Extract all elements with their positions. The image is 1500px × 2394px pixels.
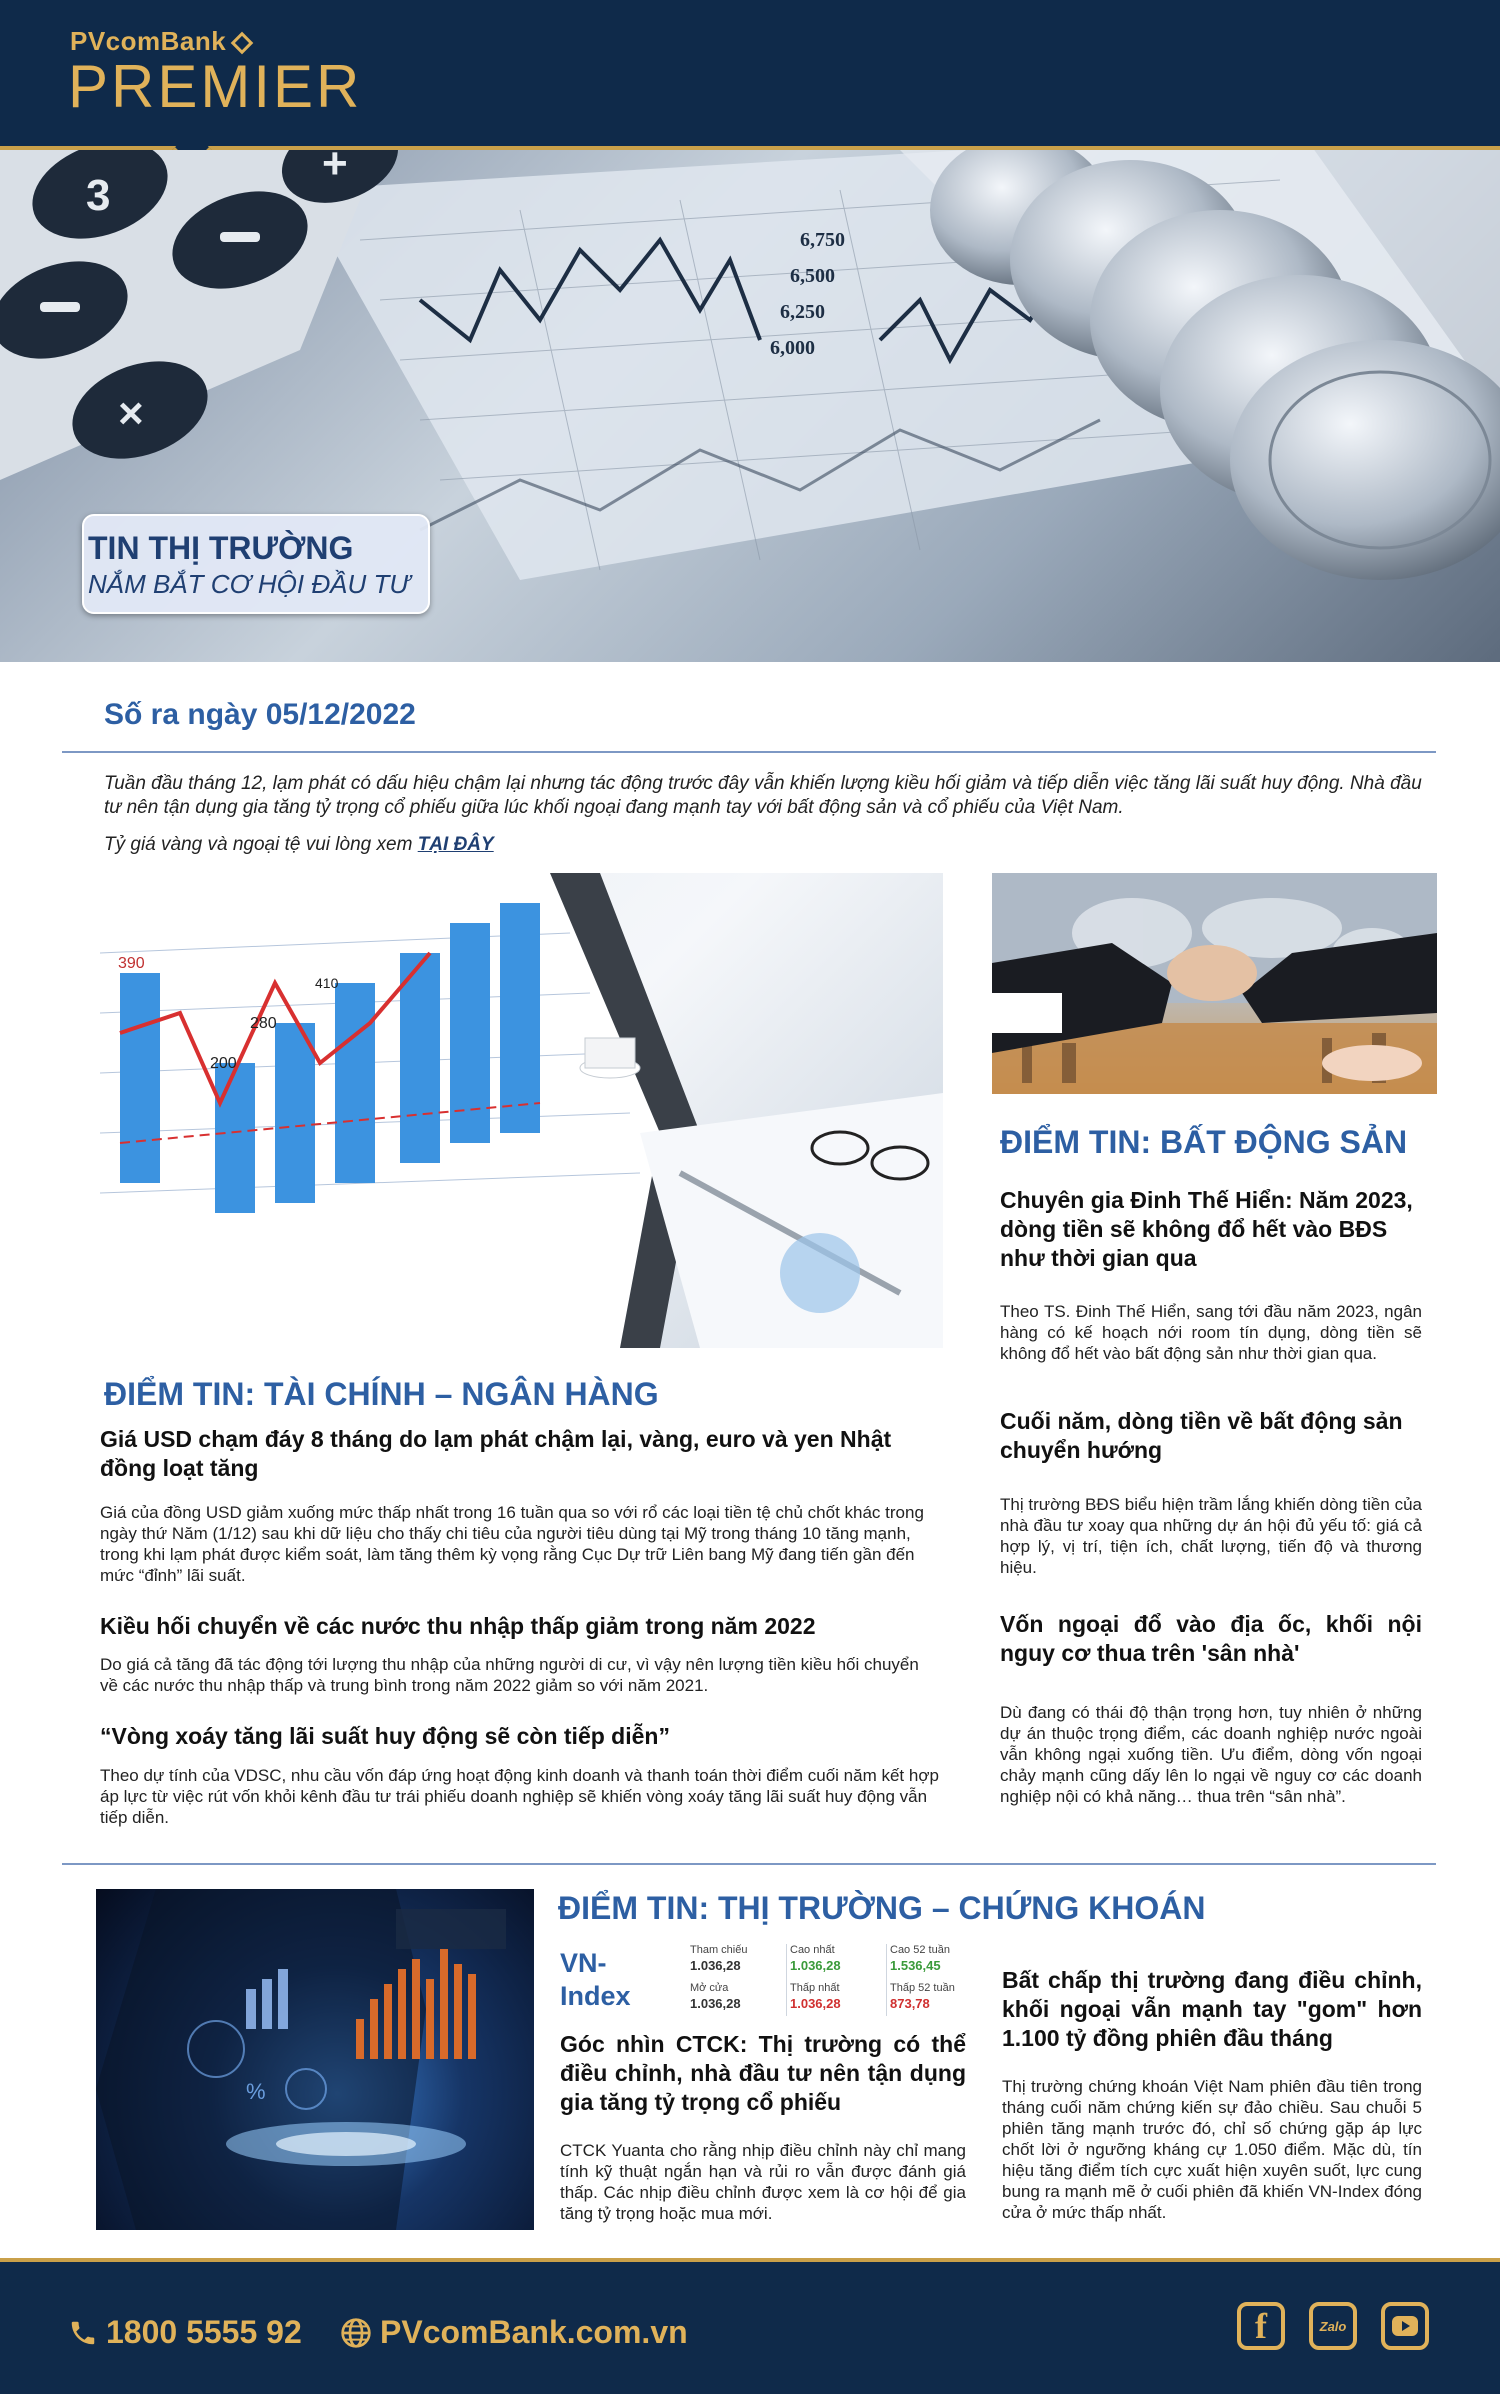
rates-prefix: Tỷ giá vàng và ngoại tệ vui lòng xem (104, 834, 418, 855)
vnindex-cell-label: Cao 52 tuần (890, 1944, 950, 1956)
rates-link[interactable]: TẠI ĐÂY (417, 834, 494, 855)
vnindex-table (690, 1944, 970, 2016)
finance-headline-2[interactable]: Kiều hối chuyển về các nước thu nhập thấp giảm trong năm 2022 (100, 1613, 816, 1639)
vnindex-cell-value: 1.036,28 (690, 1996, 741, 2011)
vnindex-cell-label: Thấp nhất (790, 1982, 840, 1994)
vnindex-divider (786, 1944, 787, 2016)
svg-text:×: × (118, 389, 144, 438)
vnindex-cell-label: Tham chiếu (690, 1944, 748, 1956)
brand-logo-premier[interactable]: PREMIER (68, 53, 363, 120)
stocks-body-2: Thị trường chứng khoán Việt Nam phiên đầu tiên trong tháng cuối năm chứng kiến sự đảo chiều. Sau chuỗi 5 phiên tăng mạnh trước đó, chỉ số chứng gặp áp lực chốt lời ở ngưỡng kháng cự 1.050 điểm. Mặc dù, tín hiệu tăng điểm tích cực xuất hiện xuyên suốt, lực cung bung ra mạnh mẽ ở cuối phiên đã khiến VN-Index đóng cửa ở mức thấp nhất. (1002, 2077, 1422, 2222)
stocks-image (96, 1889, 534, 2230)
brand-small-text: PVcomBank (70, 26, 227, 56)
intro-paragraph: Tuần đầu tháng 12, lạm phát có dấu hiệu chậm lại nhưng tác động trước đây vẫn khiến lượng kiều hối giảm và tiếp diễn việc tăng lãi suất huy động. Nhà đầu tư nên tận dụng gia tăng tỷ trọng cổ phiếu giữa lúc khối ngoại đang mạnh tay với bất động sản và cổ phiếu của Việt Nam. (104, 773, 1422, 818)
vnindex-cell-value: 1.036,28 (790, 1958, 841, 1973)
vnindex-label-line2: Index (560, 1981, 631, 2011)
finance-chart-label-3: 200 (210, 1055, 237, 1072)
vnindex-cell-label: Cao nhất (790, 1944, 835, 1956)
hero-tick-2: 6,500 (790, 265, 835, 287)
issue-date: Số ra ngày 05/12/2022 (104, 698, 416, 731)
footer-phone[interactable] (68, 2314, 302, 2351)
youtube-icon[interactable] (1381, 2302, 1429, 2350)
finance-body-3: Theo dự tính của VDSC, nhu cầu vốn đáp ứng hoạt động kinh doanh và thanh toán thời điểm cuối năm kết hợp áp lực từ việc rút vốn khỏi kênh đầu tư trái phiếu doanh nghiệp sẽ khiến vòng xoáy tăng lãi suất huy động vẫn tiếp diễn. (100, 1766, 939, 1827)
finance-chart-label-2: 280 (250, 1015, 277, 1032)
svg-text:3: 3 (86, 171, 111, 220)
vnindex-cell (790, 1944, 886, 1974)
footer-website-text: PVcomBank.com.vn (380, 2314, 688, 2350)
divider-top (62, 751, 1436, 753)
rates-line (104, 834, 494, 856)
real-estate-section-title: ĐIỂM TIN: BẤT ĐỘNG SẢN (1000, 1124, 1408, 1160)
vnindex-cell-value: 873,78 (890, 1996, 930, 2011)
play-icon (1391, 2315, 1419, 2337)
stocks-headline-1[interactable]: Góc nhìn CTCK: Thị trường có thể điều chỉnh, nhà đầu tư nên tận dụng gia tăng tỷ trọng cổ phiếu (560, 2031, 966, 2115)
vnindex-cell (890, 1982, 986, 2012)
footer (0, 2258, 1500, 2394)
facebook-icon[interactable]: f (1237, 2302, 1285, 2350)
finance-headline-3[interactable]: “Vòng xoáy tăng lãi suất huy động sẽ còn tiếp diễn” (100, 1723, 670, 1749)
finance-chart-label-4: 410 (315, 975, 339, 991)
hero-tick-1: 6,750 (800, 229, 845, 251)
real-estate-body-2: Thị trường BĐS biểu hiện trầm lắng khiến dòng tiền của nhà đầu tư xoay qua những dự án hội đủ yếu tố: giá cả hợp lý, vị trí, tiện ích, chất lượng, tiến độ và thương hiệu. (1000, 1495, 1422, 1577)
header (0, 0, 1500, 150)
footer-gold-line (0, 2258, 1500, 2262)
vnindex-label-line1: VN- (560, 1948, 607, 1978)
hero-title-box (82, 514, 430, 614)
real-estate-headline-3[interactable]: Vốn ngoại đổ vào địa ốc, khối nội nguy cơ thua trên 'sân nhà' (1000, 1611, 1422, 1666)
vnindex-cell-value: 1.036,28 (690, 1958, 741, 1973)
hero-tick-4: 6,000 (770, 337, 815, 359)
vnindex-cell-label: Thấp 52 tuần (890, 1982, 955, 1994)
vnindex-cell (690, 1944, 786, 1974)
globe-icon (340, 2317, 372, 2349)
vnindex-label (560, 1947, 631, 2013)
real-estate-body-1: Theo TS. Đinh Thế Hiển, sang tới đầu năm 2023, ngân hàng có kế hoạch nới room tín dụng, dòng tiền sẽ không đổ hết vào bất động sản như thời gian qua. (1000, 1302, 1422, 1363)
real-estate-image (992, 873, 1437, 1094)
finance-headline-1[interactable]: Giá USD chạm đáy 8 tháng do lạm phát chậm lại, vàng, euro và yen Nhật đồng loạt tăng (100, 1426, 892, 1481)
finance-body-2: Do giá cả tăng đã tác động tới lượng thu nhập của những người di cư, vì vậy nên lượng tiền kiều hối chuyển về các nước thu nhập thấp và trung bình trong năm 2022 giảm so với năm 2021. (100, 1655, 919, 1695)
svg-text:+: + (322, 150, 348, 188)
phone-icon (68, 2318, 98, 2348)
vnindex-cell (690, 1982, 786, 2012)
vnindex-cell-value: 1.536,45 (890, 1958, 941, 1973)
vnindex-cell (790, 1982, 886, 2012)
real-estate-body-3: Dù đang có thái độ thận trọng hơn, tuy nhiên ở những dự án thuộc trọng điểm, các doanh nghiệp nước ngoài vẫn không ngại xuống tiền. Ưu điểm, dòng vốn ngoại chảy mạnh cũng dấy lên lo ngại về nguy cơ các doanh nghiệp nội có khả năng… thua trên “sân nhà”. (1000, 1703, 1422, 1806)
hero-title: TIN THỊ TRƯỜNG (88, 530, 354, 566)
footer-website[interactable] (340, 2314, 688, 2351)
finance-chart-label-1: 390 (118, 955, 145, 972)
real-estate-headline-2[interactable]: Cuối năm, dòng tiền về bất động sản chuyển hướng (1000, 1408, 1403, 1463)
zalo-icon[interactable] (1309, 2302, 1357, 2350)
vnindex-cell-value: 1.036,28 (790, 1996, 841, 2011)
vnindex-cell (890, 1944, 986, 1974)
vnindex-cell-label: Mở cửa (690, 1982, 729, 1994)
footer-phone-text: 1800 5555 92 (106, 2314, 302, 2350)
finance-section-title: ĐIỂM TIN: TÀI CHÍNH – NGÂN HÀNG (104, 1376, 659, 1412)
stocks-headline-2[interactable]: Bất chấp thị trường đang điều chỉnh, khối ngoại vẫn mạnh tay "gom" hơn 1.100 tỷ đồng phiên đầu tháng (1002, 1967, 1422, 2051)
hero-subtitle: NẮM BẮT CƠ HỘI ĐẦU TƯ (88, 569, 410, 599)
real-estate-headline-1[interactable]: Chuyên gia Đinh Thế Hiển: Năm 2023, dòng tiền sẽ không đổ hết vào BĐS như thời gian qua (1000, 1187, 1413, 1271)
stocks-body-1: CTCK Yuanta cho rằng nhịp điều chỉnh này chỉ mang tính kỹ thuật ngắn hạn và rủi ro vẫn được đánh giá thấp. Các nhịp điều chỉnh được xem là cơ hội để gia tăng tỷ trọng hoặc mua mới. (560, 2141, 966, 2223)
vnindex-divider (886, 1944, 887, 2016)
hero-tick-3: 6,250 (780, 301, 825, 323)
finance-image (100, 873, 943, 1348)
zalo-text: Zalo (1319, 2318, 1347, 2334)
hero-banner (0, 150, 1500, 662)
svg-text:%: % (246, 2079, 266, 2104)
divider-bottom (62, 1863, 1436, 1865)
finance-body-1: Giá của đồng USD giảm xuống mức thấp nhất trong 16 tuần qua so với rổ các loại tiền tệ chủ chốt khác trong ngày thứ Năm (1/12) sau khi dữ liệu cho thấy chi tiêu của người tiêu dùng tại Mỹ trong tháng 10 tăng mạnh, trong khi lạm phát được kiểm soát, làm tăng thêm kỳ vọng rằng Cục Dự trữ Liên bang Mỹ đang tiến gần đến mức “đỉnh” lãi suất. (100, 1503, 924, 1585)
stocks-section-title: ĐIỂM TIN: THỊ TRƯỜNG – CHỨNG KHOÁN (558, 1890, 1206, 1926)
